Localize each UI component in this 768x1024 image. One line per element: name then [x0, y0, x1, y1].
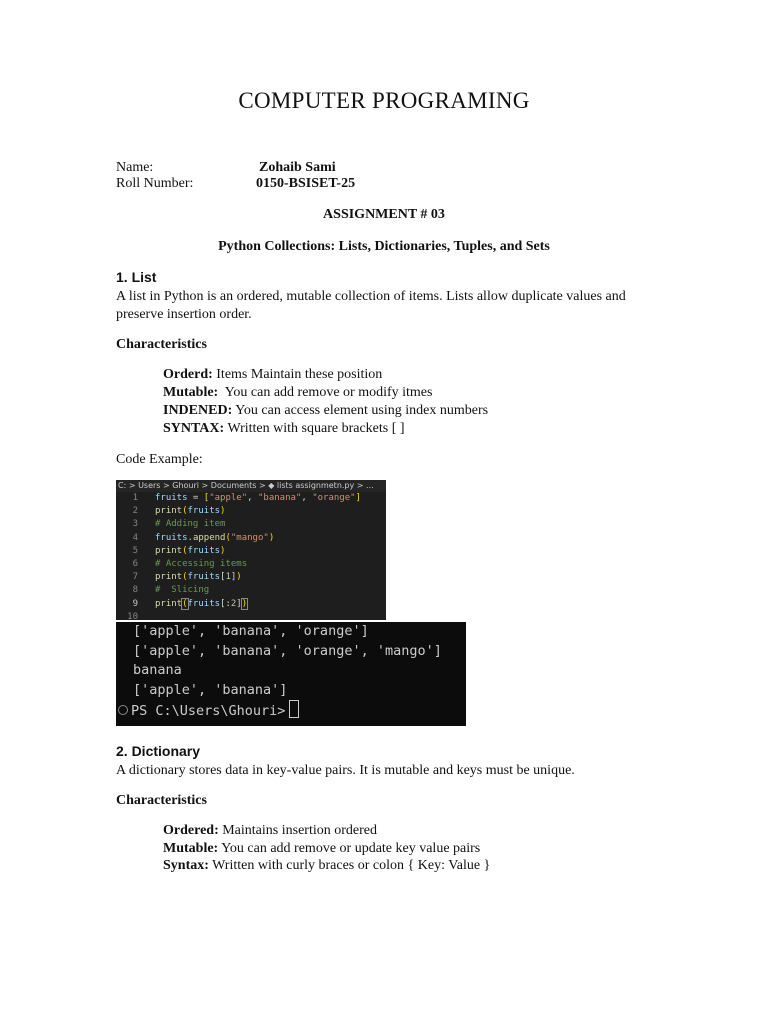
code-line: 1 fruits = ["apple", "banana", "orange"]	[132, 493, 361, 503]
terminal-prompt-line: PS C:\Users\Ghouri>	[116, 700, 466, 720]
terminal-line: ['apple', 'banana', 'orange']	[133, 623, 369, 639]
code-line: 6 # Accessing items	[132, 558, 248, 569]
code-line: 4 fruits.append("mango")	[132, 532, 275, 543]
name-value: Zohaib Sami	[259, 160, 336, 175]
code-line: 5 print(fruits)	[132, 545, 226, 556]
dictionary-heading: 2. Dictionary	[116, 743, 201, 759]
terminal-output-screenshot	[116, 622, 466, 726]
name-label: Name:	[116, 160, 154, 175]
editor-breadcrumb: C: > Users > Ghouri > Documents > ◆ lists assignmetn.py > ...	[116, 480, 386, 492]
code-line: 9 print(fruits[:2])	[132, 598, 248, 609]
terminal-line: ['apple', 'banana', 'orange', 'mango']	[133, 642, 442, 659]
code-line: 10	[127, 611, 138, 620]
code-line: 3 # Adding item	[132, 519, 226, 530]
list-characteristic-item: Mutable: You can add remove or modify itmes	[163, 385, 433, 400]
code-editor-screenshot	[116, 480, 386, 620]
list-heading: 1. List	[116, 269, 157, 285]
list-characteristic-item: INDENED: You can access element using index numbers	[163, 403, 489, 418]
roll-number-value: 0150-BSISET-25	[256, 176, 356, 191]
roll-number-label: Roll Number:	[116, 176, 194, 191]
document-title: COMPUTER PROGRAMING	[238, 88, 530, 113]
assignment-number: ASSIGNMENT # 03	[323, 207, 445, 222]
list-characteristic-item: Orderd: Items Maintain these position	[163, 367, 383, 382]
cursor-icon	[289, 700, 299, 718]
terminal-line: ['apple', 'banana']	[133, 681, 288, 698]
list-characteristic-item: SYNTAX: Written with square brackets [ ]	[163, 421, 405, 436]
dictionary-characteristic-item: Mutable: You can add remove or update key value pairs	[163, 841, 481, 856]
code-line: 8 # Slicing	[132, 585, 210, 596]
list-characteristics-heading: Characteristics	[116, 337, 207, 352]
code-line: 2 print(fruits)	[132, 506, 226, 517]
dictionary-description: A dictionary stores data in key-value pairs. It is mutable and keys must be unique.	[116, 763, 575, 778]
dictionary-characteristics-heading: Characteristics	[116, 793, 207, 808]
assignment-subtitle: Python Collections: Lists, Dictionaries, Tuples, and Sets	[218, 239, 550, 254]
code-line: 7 print(fruits[1])	[132, 572, 242, 583]
status-circle-icon	[118, 705, 128, 715]
terminal-line: banana	[133, 662, 182, 678]
dictionary-characteristic-item: Ordered: Maintains insertion ordered	[163, 823, 377, 838]
list-description: A list in Python is an ordered, mutable collection of items. Lists allow duplicate values and preserve insertion order.	[116, 289, 626, 322]
code-block	[116, 492, 386, 620]
code-example-label: Code Example:	[116, 452, 203, 467]
dictionary-characteristic-item: Syntax: Written with curly braces or colon { Key: Value }	[163, 858, 491, 873]
